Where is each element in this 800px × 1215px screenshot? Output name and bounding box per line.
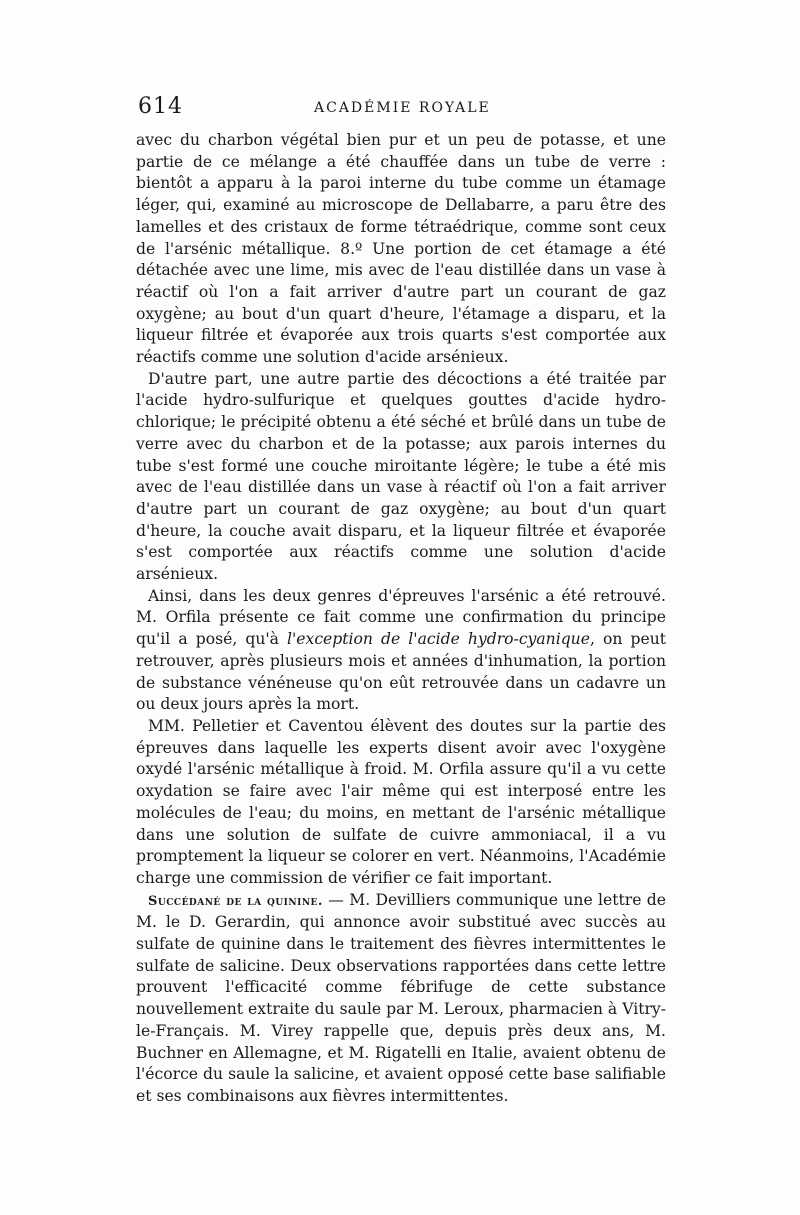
paragraph-1: avec du charbon végétal bien pur et un peu de potasse, et une partie de ce mélange a été chauffée dans un tube de verre : bientôt a apparu à la paroi interne du tube comme un étamage léger, qui, examiné au microscope de Dellabarre, a paru être des lamelles et des cristaux de forme tétraédrique, comme sont ceux de l'arsénic métallique. 8.º Une portion de cet étamage a été détachée avec une lime, mis avec de l'eau distillée dans un vase à réactif où l'on a fait arriver d'autre part un courant de gaz oxygène; au bout d'un quart d'heure, l'étamage a disparu, et la liqueur filtrée et évaporée aux trois quarts s'est comportée aux réactifs comme une solution d'acide arsénieux. <box>136 131 666 367</box>
header-title: ACADÉMIE ROYALE <box>314 100 491 116</box>
body-text <box>136 130 666 1108</box>
running-head <box>138 94 666 124</box>
paragraph-3-part-b: , on peut retrouver, après plusieurs mois et années d'inhumation, la portion de substance vénéneuse qu'on eût retrouvée dans un cadavre un ou deux jours après la mort. <box>136 630 666 714</box>
paragraph-4: MM. Pelletier et Caventou élèvent des doutes sur la partie des épreuves dans laquelle les experts disent avoir avec l'oxygène oxydé l'arsénic métallique à froid. M. Orfila assure qu'il a vu cette oxydation se faire avec l'air même qui est interposé entre les molécules de l'eau; du moins, en mettant de l'arsénic métallique dans une solution de sulfate de cuivre ammoniacal, il a vu promptement la liqueur se colorer en vert. Néanmoins, l'Académie charge une commission de vérifier ce fait important. <box>136 716 666 887</box>
paragraph-3-part-a: Ainsi, dans les deux genres d'épreuves l'arsénic a été retrouvé. M. Orfila présente ce fait comme une confirmation du principe qu'il a posé, qu'à <box>136 586 666 649</box>
section-heading: Succédané de la quinine. <box>148 893 323 909</box>
paragraph-2: D'autre part, une autre partie des décoctions a été traitée par l'acide hydro-sulfurique et quelques gouttes d'acide hydro-chlorique; le précipité obtenu a été séché et brûlé dans un tube de verre avec du charbon et de la potasse; aux parois internes du tube s'est formé une couche miroitante légère; le tube a été mis avec de l'eau distillée dans un vase à réactif où l'on a fait arriver d'autre part un courant de gaz oxygène; au bout d'un quart d'heure, la couche avait disparu, et la liqueur filtrée et évaporée s'est comportée aux réactifs comme une solution d'acide arsénieux. <box>136 369 666 584</box>
paragraph-5 <box>136 890 666 1108</box>
paragraph-5-text: — M. Devilliers communique une lettre de M. le D. Gerardin, qui annonce avoir substitué avec succès au sulfate de quinine dans le traitement des fièvres intermittentes le sulfate de salicine. Deux observations rapportées dans cette lettre prouvent l'efficacité comme fébrifuge de cette substance nouvellement extraite du saule par M. Leroux, pharmacien à Vitry-le-Français. M. Virey rappelle que, depuis près deux ans, M. Buchner en Allemagne, et M. Rigatelli en Italie, avaient obtenu de l'écorce du saule la salicine, et avaient opposé cette base salifiable et ses combinaisons aux fièvres intermittentes. <box>136 890 666 1105</box>
paragraph-3 <box>136 586 666 716</box>
paragraph-3-italic: l'exception de l'acide hydro-cyanique <box>287 630 590 649</box>
page-number: 614 <box>138 94 183 119</box>
